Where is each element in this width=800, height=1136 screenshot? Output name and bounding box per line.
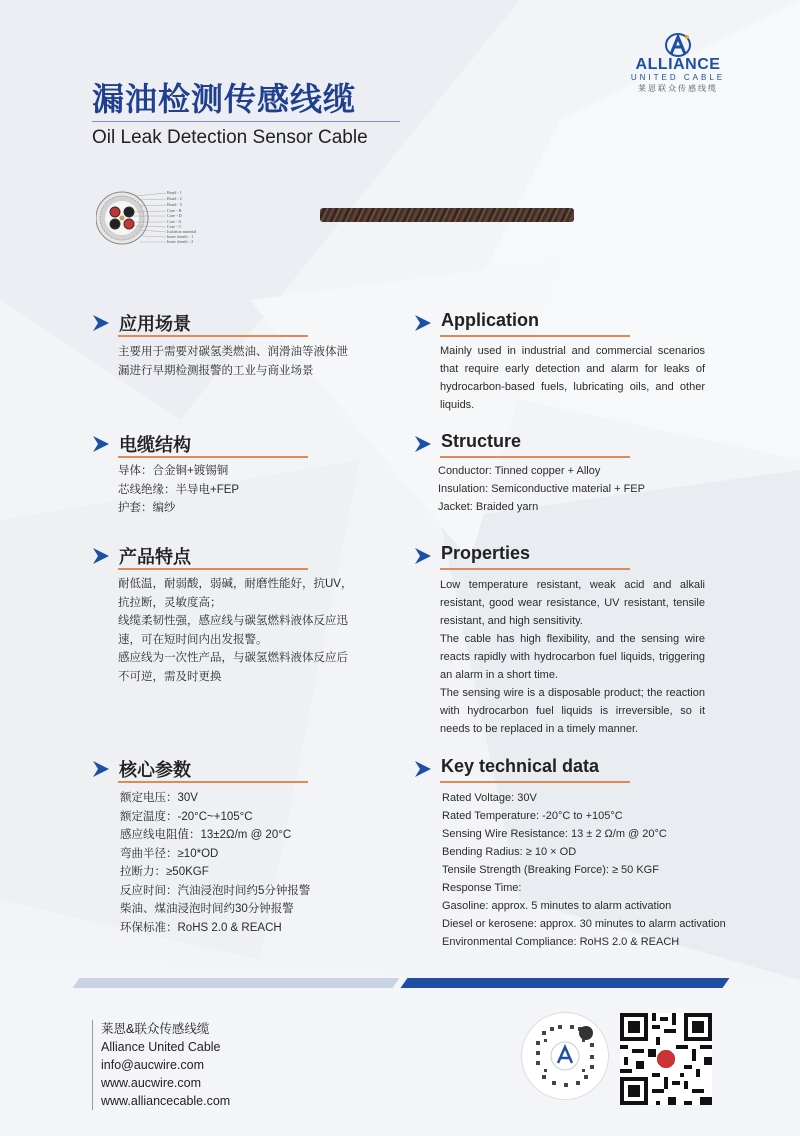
technical-cn-text: 额定电压：30V 额定温度：-20°C~+105°C 感应线电阻值：13±2Ω/m @ 20°C 弯曲半径：≥10*OD 拉断力：≥50KGF 反应时间：汽油浸泡时间约5分钟报警 柴油、煤油浸泡时间约30分钟报警 环保标准：RoHS 2.0 & REACH [120, 792, 311, 934]
chevron-right-icon [92, 547, 110, 565]
cross-label: Core - D [167, 213, 182, 218]
chevron-right-icon [414, 760, 432, 778]
logo-cn-text: 莱恩联众传感线缆 [638, 84, 718, 93]
section-rule [118, 568, 308, 570]
cross-label: Inner sheath - 2 [167, 239, 194, 244]
structure-cn-text: 导体：合金铜+镀锡铜 芯线绝缘：半导电+FEP 护套：编纱 [118, 465, 240, 514]
mini-program-qr-code[interactable] [521, 1012, 609, 1100]
footer-stripe-light [72, 978, 399, 988]
section-heading-application-cn: 应用场景 [92, 310, 312, 338]
cross-label: Core - C [167, 224, 182, 229]
contact-en-name: Alliance United Cable [101, 1040, 221, 1054]
chevron-right-icon [92, 314, 110, 332]
chevron-right-icon [92, 435, 110, 453]
chevron-right-icon [414, 435, 432, 453]
section-rule [118, 335, 308, 337]
logo-sub-text: UNITED CABLE [630, 73, 726, 82]
title-divider [92, 121, 400, 122]
cross-label: Braid - 2 [167, 196, 182, 201]
section-rule [440, 781, 630, 783]
cross-label: Core - B [167, 208, 182, 213]
page-title-en: Oil Leak Detection Sensor Cable [92, 127, 368, 148]
section-heading-technical-cn: 核心参数 [92, 756, 312, 784]
footer-stripe-dark [400, 978, 729, 988]
chevron-right-icon [414, 314, 432, 332]
brand-logo [618, 32, 738, 94]
section-rule [118, 456, 308, 458]
cable-cross-section-diagram [96, 186, 236, 250]
technical-en-text: Rated Voltage: 30V Rated Temperature: -20°C to +105°C Sensing Wire Resistance: 13 ± 2 Ω/m @ 20°C Bending Radius: ≥ 10 × OD Tensile Strength (Breaking Force): ≥ 50 KGF Response Time: Gasoline: approx. 5 minutes to alarm activation Diesel or kerosene: approx. 30 minutes to alarm activation Environmental Compliance: RoHS 2.0 & REACH [442, 792, 726, 948]
page-title-cn: 漏油检测传感线缆 [92, 81, 357, 117]
properties-en-paragraph: The sensing wire is a disposable product; the reaction with hydrocarbon fuel liquids is irreversible, so it needs to be replaced in a timely manner. [440, 687, 705, 735]
section-rule [440, 456, 630, 458]
cross-label: Braid - 1 [167, 190, 182, 195]
properties-en-paragraph: The cable has high flexibility, and the sensing wire reacts rapidly with hydrocarbon fuel liquids, triggering an alarm in a short time. [440, 633, 705, 681]
section-heading-structure-cn: 电缆结构 [92, 431, 312, 459]
application-cn-text: 主要用于需要对碳氢类燃油、润滑油等液体泄 漏进行早期检测报警的工业与商业场景 [118, 346, 348, 377]
cross-label: Braid - 3 [167, 202, 182, 207]
contact-website-link[interactable]: www.alliancecable.com [101, 1094, 231, 1108]
properties-en-paragraph: Low temperature resistant, weak acid and alkali resistant, good wear resistance, UV resistant, tensile resistant, and high sensitivity. [440, 579, 705, 627]
properties-en-text [440, 576, 705, 738]
cross-label: Inner sheath - 1 [167, 234, 194, 239]
section-rule [118, 781, 308, 783]
logo-brand-text: ALLIANCE [635, 56, 721, 73]
section-rule [440, 568, 630, 570]
application-en-text: Mainly used in industrial and commercial scenarios that require early detection and alarm for leaks of hydrocarbon-based fuels, lubricating oils, and other liquids. [440, 345, 705, 411]
section-heading-properties-en: Properties [414, 543, 654, 571]
structure-en-text: Conductor: Tinned copper + Alloy Insulation: Semiconductive material + FEP Jacket: Braided yarn [438, 465, 645, 513]
contact-block [92, 1020, 230, 1110]
properties-cn-text: 耐低温，耐弱酸，弱碱，耐磨性能好，抗UV， 抗拉断，灵敏度高； 线缆柔韧性强，感应线与碳氢燃料液体反应迅 速，可在短时间内出发报警。 感应线为一次性产品，与碳氢燃料液体反应后 不可逆，需及时更换 [118, 578, 353, 683]
cable-product-image [320, 208, 574, 222]
contact-email-link[interactable]: info@aucwire.com [101, 1058, 205, 1072]
chevron-right-icon [92, 760, 110, 778]
logo-mark-icon [664, 32, 692, 58]
section-heading-properties-cn: 产品特点 [92, 543, 312, 571]
section-heading-structure-en: Structure [414, 431, 654, 459]
section-heading-technical-en: Key technical data [414, 756, 674, 784]
cross-label: Core - A [167, 219, 182, 224]
section-heading-application-en: Application [414, 310, 654, 338]
chevron-right-icon [414, 547, 432, 565]
contact-cn-name: 莱恩&联众传感线缆 [101, 1022, 210, 1036]
cross-label: Isolation material [167, 229, 197, 234]
website-qr-code[interactable] [620, 1013, 712, 1105]
section-rule [440, 335, 630, 337]
contact-website-link[interactable]: www.aucwire.com [101, 1076, 202, 1090]
